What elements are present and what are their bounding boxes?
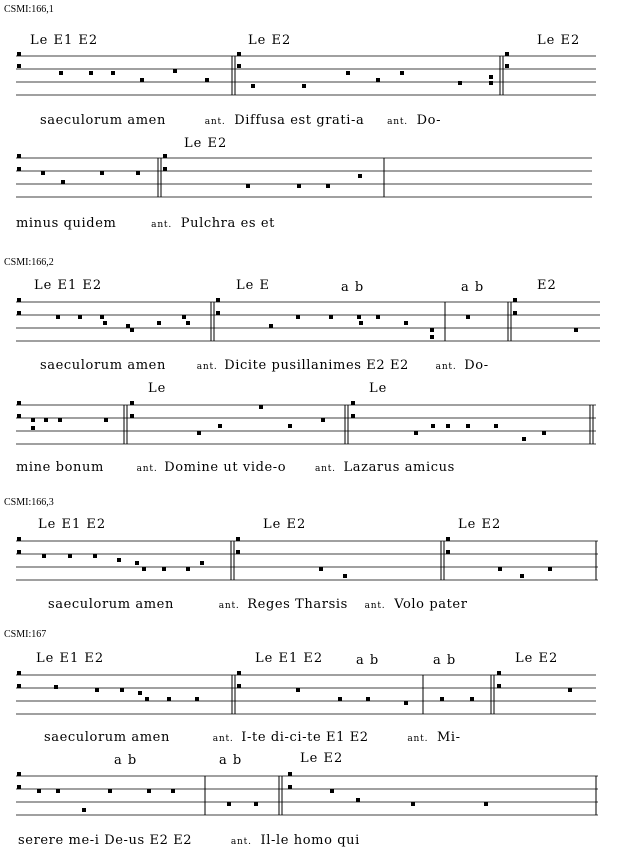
chant-mark: Le E2	[537, 33, 581, 48]
antiphon-marker: ant.	[196, 362, 218, 372]
lyric-line	[48, 597, 468, 612]
lyric-segment: saeculorum amen	[40, 113, 166, 128]
staff-system-1	[16, 52, 596, 95]
lyric-segment: I-te di-ci-te E1 E2	[241, 730, 369, 745]
antiphon-marker: ant.	[230, 837, 252, 847]
antiphon-marker: ant.	[364, 601, 386, 611]
lyric-segment: Volo pater	[394, 597, 468, 612]
antiphon-marker: ant.	[407, 734, 429, 744]
lyric-segment: Diffusa est grati-a	[234, 113, 365, 128]
staff-system-2	[16, 154, 592, 197]
chant-mark: a b	[114, 753, 138, 768]
chant-mark: Le	[148, 381, 167, 396]
chant-mark: Le E1 E2	[34, 278, 103, 293]
section-ref: CSMI:166,3	[4, 497, 54, 508]
antiphon-marker: ant.	[136, 464, 158, 474]
section-ref: CSMI:167	[4, 629, 47, 640]
chant-mark: a b	[356, 653, 380, 668]
chant-mark: a b	[433, 653, 457, 668]
antiphon-marker: ant.	[212, 734, 234, 744]
chant-mark: a b	[219, 753, 243, 768]
lyric-line	[44, 730, 461, 745]
lyric-line	[40, 113, 441, 128]
chant-mark: Le E2	[184, 136, 228, 151]
lyric-segment: serere me-i De-us E2 E2	[18, 833, 193, 848]
chant-mark: E2	[537, 278, 557, 293]
chant-mark: Le E2	[248, 33, 292, 48]
lyric-segment: saeculorum amen	[40, 358, 166, 373]
lyric-line	[16, 460, 455, 475]
lyric-segment: Pulchra es et	[180, 216, 275, 231]
section-ref: CSMI:166,1	[4, 4, 54, 15]
chant-mark: Le E2	[300, 751, 344, 766]
lyric-segment: Reges Tharsis	[247, 597, 348, 612]
antiphon-marker: ant.	[314, 464, 336, 474]
lyric-segment: minus quidem	[16, 216, 117, 231]
chant-mark: a b	[461, 280, 485, 295]
antiphon-marker: ant.	[435, 362, 457, 372]
staff-system-5	[16, 537, 598, 580]
section-ref: CSMI:166,2	[4, 257, 54, 268]
chant-mark: a b	[341, 280, 365, 295]
lyric-segment: Do-	[416, 113, 442, 128]
lyric-segment: Dicite pusillanimes E2 E2	[224, 358, 409, 373]
lyric-segment: Lazarus amicus	[343, 460, 455, 475]
chant-mark: Le E2	[458, 517, 502, 532]
lyric-segment: saeculorum amen	[44, 730, 170, 745]
lyric-segment: Do-	[464, 358, 489, 373]
antiphon-marker: ant.	[151, 220, 173, 230]
staff-system-6	[16, 671, 596, 714]
chant-mark: Le E2	[515, 651, 559, 666]
lyric-segment: Il-le homo qui	[260, 833, 360, 848]
antiphon-marker: ant.	[387, 117, 408, 127]
chant-mark: Le E	[236, 278, 270, 293]
chant-mark: Le E1 E2	[38, 517, 107, 532]
lyric-segment: Mi-	[436, 730, 461, 745]
lyric-line	[18, 833, 360, 848]
lyric-line	[40, 358, 489, 373]
chant-mark: Le E1 E2	[30, 33, 99, 48]
staff-system-4	[16, 401, 596, 444]
chant-mark: Le E2	[263, 517, 307, 532]
chant-mark: Le	[369, 381, 388, 396]
staff-system-7	[16, 772, 598, 815]
chant-mark: Le E1 E2	[36, 651, 105, 666]
lyric-line	[16, 216, 275, 231]
lyric-segment: Domine ut vide-o	[164, 460, 287, 475]
chant-mark: Le E1 E2	[255, 651, 324, 666]
lyric-segment: mine bonum	[16, 460, 104, 475]
lyric-segment: saeculorum amen	[48, 597, 174, 612]
staff-system-3	[16, 298, 600, 341]
antiphon-marker: ant.	[218, 601, 240, 611]
antiphon-marker: ant.	[204, 117, 226, 127]
